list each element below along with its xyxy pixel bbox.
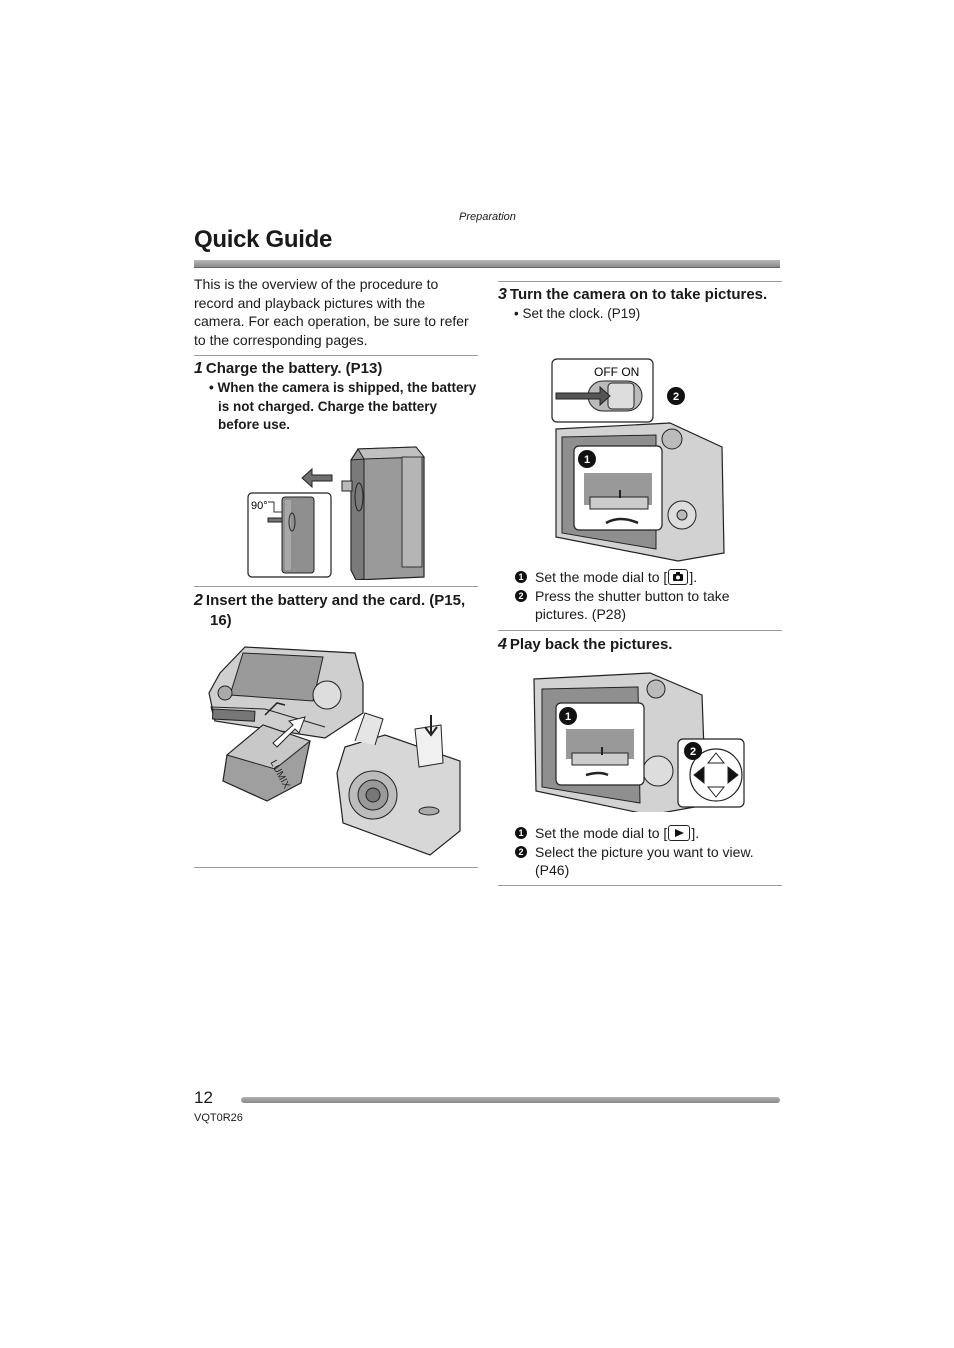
power-switch-label: OFF ON [594,365,640,379]
page-title: Quick Guide [194,226,333,253]
step-3-instructions [498,568,782,624]
document-code: VQT0R26 [194,1112,243,1124]
step-2 [194,591,478,631]
step-3-item-2: 2 Press the shutter button to take pictures. (P28) [498,587,782,624]
divider [194,586,478,587]
svg-text:1: 1 [564,711,572,723]
step-4-item-2: 2 Select the picture you want to view. (P46) [498,843,782,880]
step-3 [498,285,782,324]
title-rule [194,260,780,268]
battery-brand-label: LUMIX [267,758,292,791]
charger-illustration [246,445,431,580]
intro-text: This is the overview of the procedure to record and playback pictures with the camera. For each operation, be sure to refer to the corresponding pages. [194,276,469,348]
power-on-illustration [550,357,730,567]
footer-rule [241,1097,780,1103]
divider [498,630,782,631]
shutter-button [662,429,682,449]
step-4-instructions [498,824,782,880]
angle-label: 90° [251,500,268,512]
step-3-title: Turn the camera on to take pictures. [509,286,768,303]
step-1-heading [194,359,478,379]
section-label: Preparation [459,211,516,223]
step-2-number: 2 [194,592,203,609]
battery-card-illustration [205,643,470,858]
power-switch [608,383,634,409]
step-4-heading [498,635,782,655]
step-2-title: Insert the battery and the card. (P15, 16) [205,592,466,629]
step-3-item-1: 1 Set the mode dial to [ ]. [498,568,782,587]
step-4 [498,635,782,655]
step-2-heading [194,591,478,631]
step-1-number: 1 [194,360,203,377]
play-mode-icon [668,825,690,841]
playback-illustration [530,667,748,812]
svg-text:1: 1 [583,454,591,466]
step-3-number: 3 [498,286,507,303]
divider [194,867,478,868]
divider [194,355,478,356]
svg-text:2: 2 [672,391,680,403]
step-1 [194,359,478,435]
step-4-title: Play back the pictures. [509,636,673,653]
svg-text:2: 2 [689,746,697,758]
divider [498,281,782,282]
page-number: 12 [194,1088,213,1107]
divider [498,885,782,886]
step-4-item-1: 1 Set the mode dial to [ ]. [498,824,782,843]
step-3-heading [498,285,782,305]
camera-mode-icon [668,569,688,585]
arrow-left-icon [302,469,332,487]
step-4-number: 4 [498,636,507,653]
step-1-note: • When the camera is shipped, the battery is not charged. Charge the battery before use. [209,380,477,432]
step-1-title: Charge the battery. (P13) [205,360,383,377]
step-3-note: • Set the clock. (P19) [514,306,641,321]
